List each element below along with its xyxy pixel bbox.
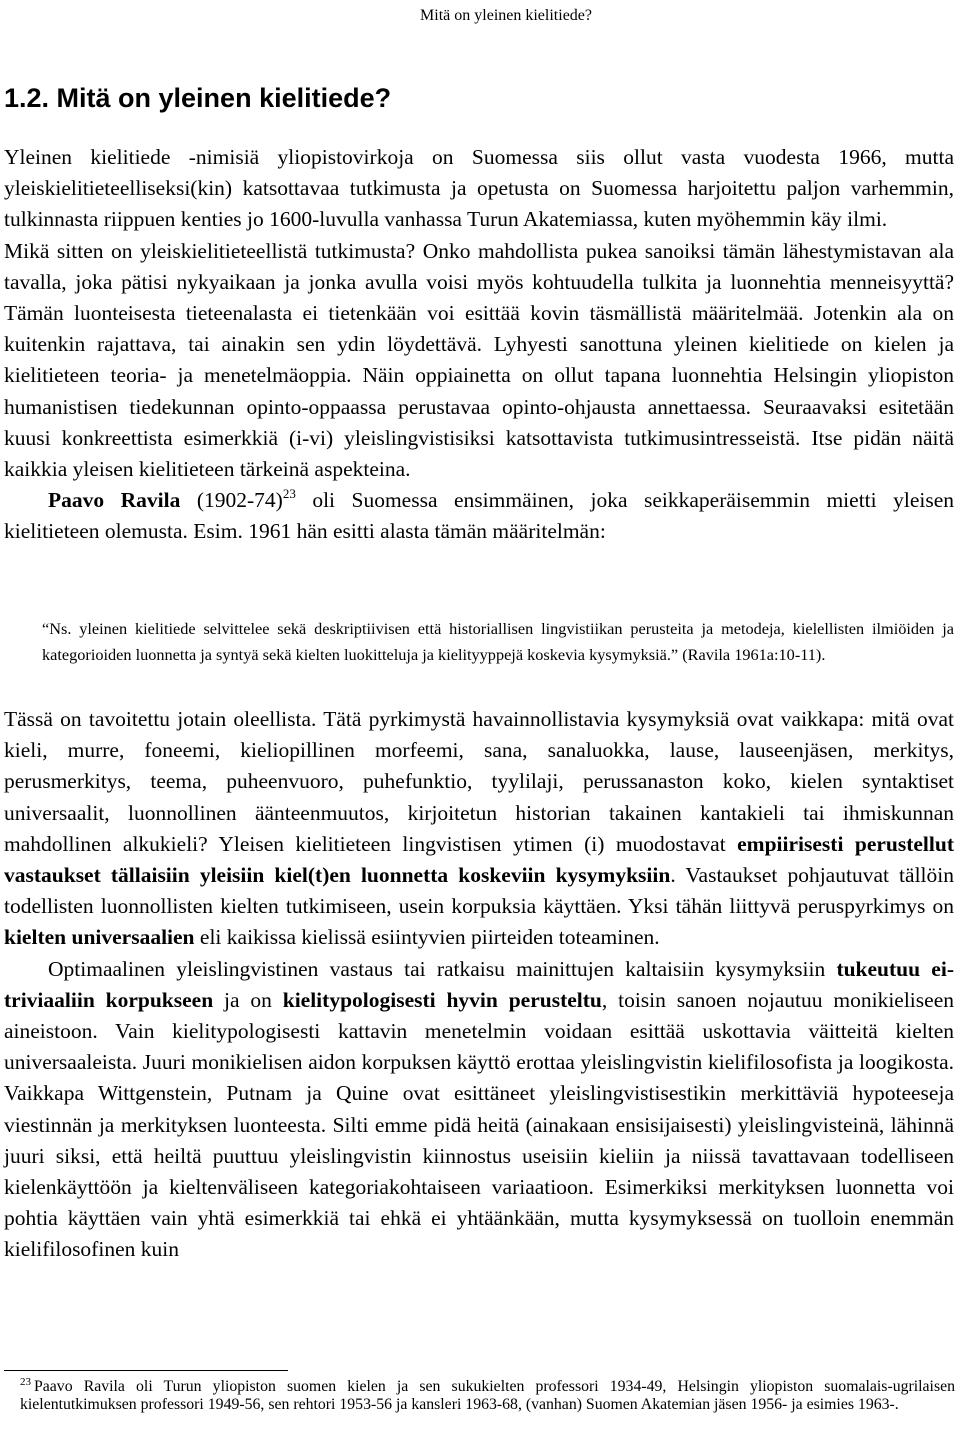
footnote-ref-23[interactable]: 23 <box>282 486 296 502</box>
text-run: eli kaikissa kielissä esiintyvien piirteiden toteaminen. <box>194 925 660 950</box>
paragraph-intro-1: Yleinen kielitiede -nimisiä yliopistovirkoja on Suomessa siis ollut vasta vuodesta 1966, mutta yleiskielitieteelliseksi(kin) katsottavaa tutkimusta ja opetusta on Suomessa harjoitettu paljon varhemmin, tulkinnasta riippuen kenties jo 1600-luvulla vanhassa Turun Akatemiassa, kuten myöhemmin käy ilmi. <box>4 145 954 232</box>
quote-text: “Ns. yleinen kielitiede selvittelee sekä deskriptiivisen että historiallisen lingvistiikan perusteita ja metodeja, kielellisten ilmiöiden ja kategorioiden luonnetta ja syntyä sekä kielten luokitteluja ja kielityyppejä koskevia kysymyksiä.” <box>42 619 954 664</box>
emphasis-universals: kielten universaalien <box>4 925 195 950</box>
block-quote <box>42 616 954 668</box>
text-run: . Vastaukset pohjautuvat tällöin todellisten luonnollisten kielten tutkimiseen, usein korpuksia käyttäen. Yksi tähän liittyvä peruspyrkimys on <box>4 863 954 919</box>
paragraph-intro-2: Mikä sitten on yleiskielitieteellistä tutkimusta? Onko mahdollista pukea sanoiksi tämän lähestymistavan ala tavalla, joka pätisi nykyaikaan ja jonka avulla voisi myös kohtuudella tulkita ja luonnehtia menneisyyttä? Tämän luonteisesta tieteenalasta ei tietenkään voi esittää kovin täsmällistä määritelmää. Jotenkin ala on kuitenkin rajattava, tai ainakin sen ydin löydettävä. Lyhyesti sanottuna yleinen kielitiede on kielen ja kielitieteen teoria- ja menetelmäoppia. Näin oppiainetta on ollut tapana luonnehtia Helsingin yliopiston humanistisen tiedekunnan opinto-oppaassa perustavaa opinto-ohjausta annettaessa. Seuraavaksi esitetään kuusi konkreettista esimerkkiä (i-vi) yleislingvistisiksi katsottavista tutkimusintresseistä. Itse pidän näitä kaikkia yleisen kielitieteen tärkeinä aspekteina. <box>4 238 954 482</box>
paragraph-questions <box>4 704 954 954</box>
intro-section <box>4 142 954 548</box>
emphasis-corpus: tukeutuu ei-triviaaliin korpukseen <box>4 956 954 1012</box>
quote-citation: (Ravila 1961a:10-11). <box>678 645 826 664</box>
emphasis-typology: kielitypologisesti hyvin perusteltu <box>282 987 602 1012</box>
footnote-divider <box>4 1370 288 1371</box>
text-run: Optimaalinen yleislingvistinen vastaus tai ratkaisu mainittujen kaltaisiin kysymyksiin <box>48 956 837 981</box>
person-name-ravila: Paavo Ravila <box>48 488 181 513</box>
paragraph-ravila <box>4 485 954 547</box>
body-section <box>4 704 954 1266</box>
emphasis-empirical-answers: empiirisesti perustellut vastaukset tällaisiin yleisiin kiel(t)en luonnetta koskeviin kysymyksiin <box>4 831 954 888</box>
paragraph-optimal-answer <box>4 954 954 1266</box>
running-header: Mitä on yleinen kielitiede? <box>420 7 592 24</box>
ravila-years: (1902-74) <box>180 488 283 513</box>
text-run: ja on <box>213 987 283 1012</box>
section-heading: 1.2. Mitä on yleinen kielitiede? <box>4 83 392 113</box>
ravila-sentence: oli Suomessa ensimmäinen, joka seikkaperäisemmin mietti yleisen kielitieteen olemusta. Esim. 1961 hän esitti alasta tämän määritelmän: <box>4 488 955 544</box>
text-run: Tässä on tavoitettu jotain oleellista. Tätä pyrkimystä havainnollistavia kysymyksiä ovat vaikkapa: mitä ovat kieli, murre, foneemi, kieliopillinen morfeemi, sana, sanaluokka, lause, lauseenjäsen, merkitys, perusmerkitys, teema, puheenvuoro, puhefunktio, tyylilaji, perussanaston koko, kielen syntaktiset universaalit, luonnollinen äänteenmuutos, kirjoitetun historian takainen kantakieli tai ihmiskunnan mahdollinen alkukieli? Yleisen kielitieteen lingvistisen ytimen (i) muodostavat <box>4 707 954 856</box>
text-run: , toisin sanoen nojautuu monikieliseen aineistoon. Vain kielitypologisesti kattavin menetelmin voidaan esittää uskottavia väitteitä kielten universaaleista. Juuri monikielisen aidon korpuksen käyttö erottaa yleislingvistin kielifilosofista ja loogikosta. Vaikkapa Wittgenstein, Putnam ja Quine ovat esittäneet yleislingvistisestikin merkittäviä hypoteeseja viestinnän ja merkityksen luonteesta. Silti emme pidä heitä (ainakaan ensisijaisesti) yleislingvisteinä, lähinnä juuri siksi, että heiltä puuttuu yleislingvistin kiinnostus useisiin kieliin ja niissä tavattavaan todelliseen kielenkäyttöön ja kieltenväliseen kategoriakohtaiseen variaatioon. Esimerkiksi merkityksen luonnetta voi pohtia käyttäen vain yhtä esimerkkiä tai ehkä ei yhtäänkään, mutta kysymyksessä on tuolloin enemmän kielifilosofinen kuin <box>4 987 954 1262</box>
footnote-23 <box>20 1378 955 1413</box>
footnote-number: 23 <box>20 1376 31 1388</box>
footnote-text: Paavo Ravila oli Turun yliopiston suomen kielen ja sen sukukielten professori 1934-49, Helsingin yliopiston suomalais-ugrilaisen kielentutkimuksen professori 1949-56, sen rehtori 1953-56 ja kansleri 1963-68, (vanhan) Suomen Akatemian jäsen 1956- ja esimies 1963-. <box>20 1378 955 1413</box>
